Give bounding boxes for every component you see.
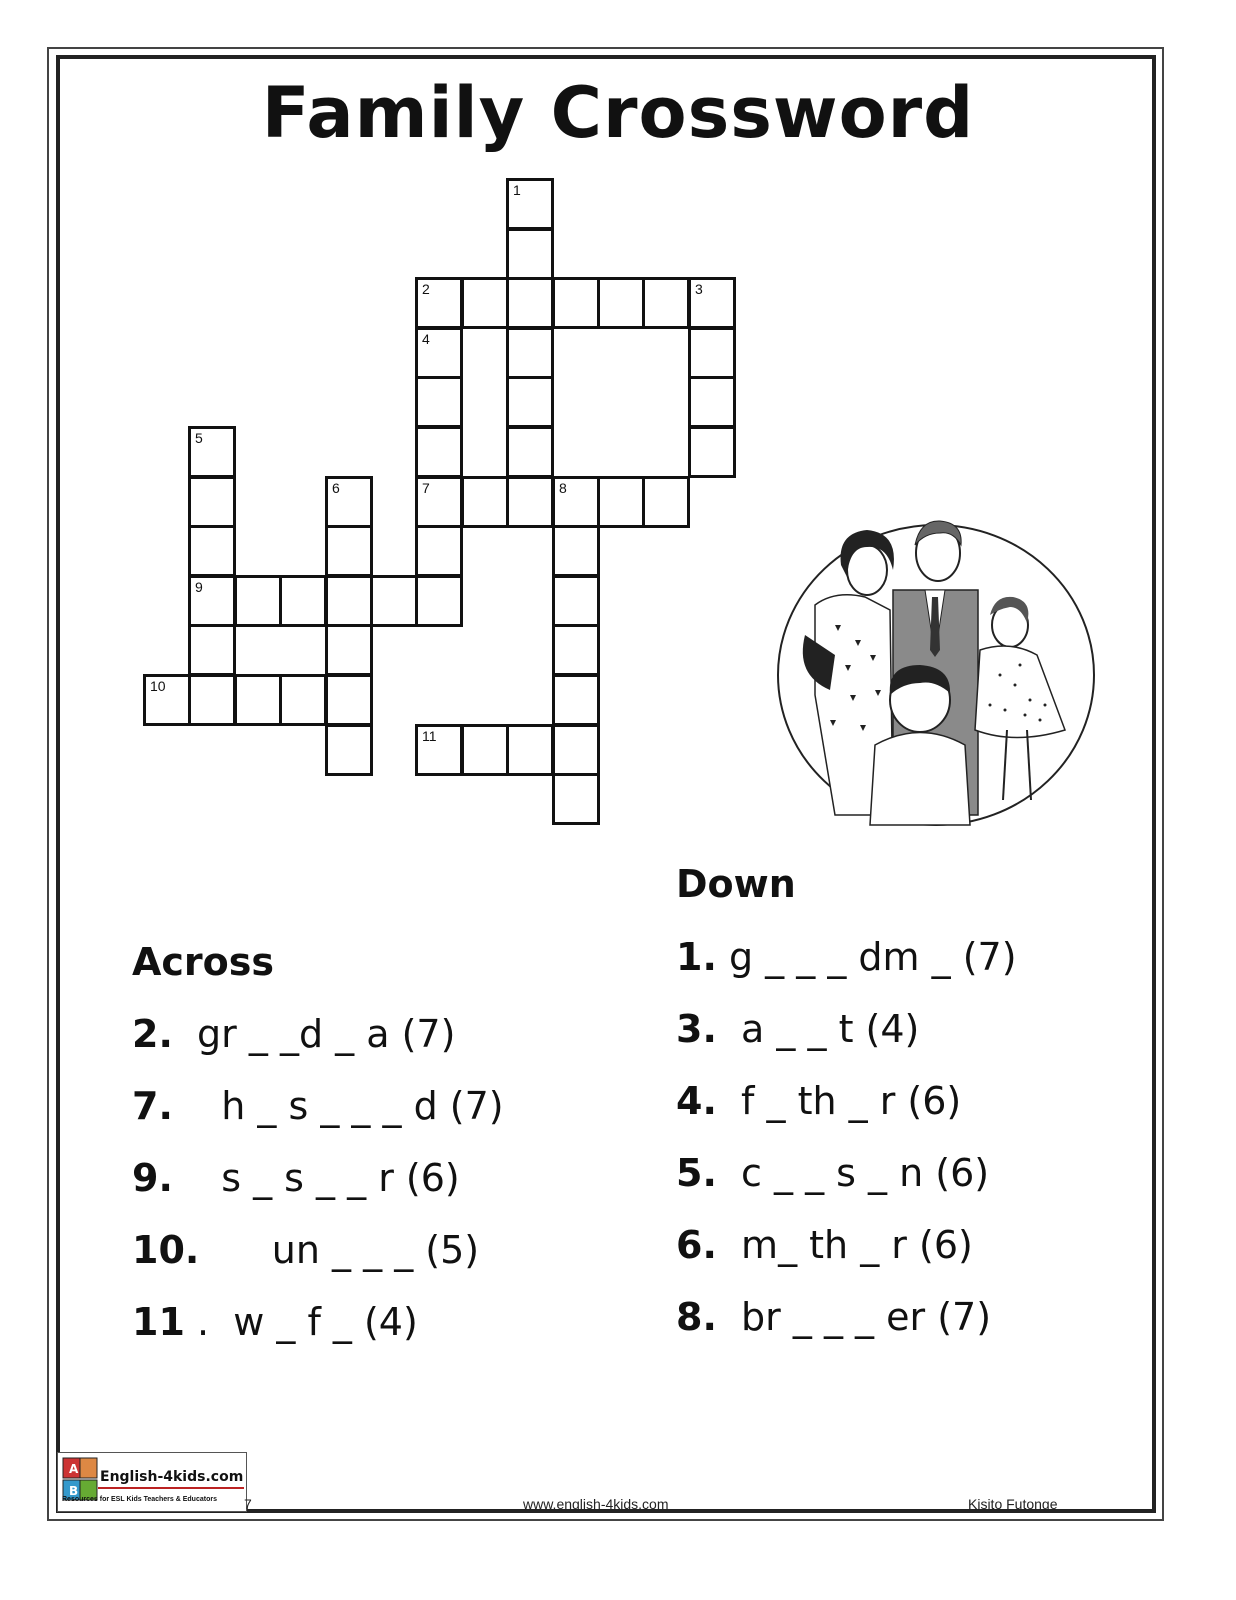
crossword-cell[interactable]	[642, 476, 690, 528]
crossword-cell[interactable]	[597, 476, 645, 528]
crossword-cell[interactable]	[415, 327, 463, 379]
footer-author: Kisito Futonge	[968, 1496, 1058, 1512]
across-clue	[132, 1084, 504, 1128]
crossword-cell[interactable]	[506, 327, 554, 379]
down-clue	[676, 1007, 919, 1051]
crossword-cell[interactable]	[188, 674, 236, 726]
clue-number: 2	[422, 281, 430, 297]
crossword-cell[interactable]	[688, 426, 736, 478]
english-4kids-logo	[57, 1452, 247, 1512]
across-clue-text: un _ _ _ (5)	[199, 1228, 480, 1272]
crossword-cell[interactable]	[688, 277, 736, 329]
footer-website: www.english-4kids.com	[523, 1496, 669, 1512]
crossword-cell[interactable]	[325, 476, 373, 528]
logo-letter-b: B	[69, 1484, 79, 1498]
down-heading: Down	[676, 862, 796, 906]
crossword-cell[interactable]	[415, 525, 463, 577]
crossword-cell[interactable]	[234, 575, 282, 627]
down-clue-text: br _ _ _ er (7)	[716, 1295, 992, 1339]
down-clue-text: c _ _ s _ n (6)	[716, 1151, 990, 1195]
crossword-cell[interactable]	[188, 575, 236, 627]
logo-brand: English-4kids.com	[100, 1469, 244, 1485]
crossword-cell[interactable]	[552, 575, 600, 627]
crossword-cell[interactable]	[461, 476, 509, 528]
crossword-cell[interactable]	[415, 376, 463, 428]
crossword-cell[interactable]	[188, 426, 236, 478]
down-clue	[676, 1223, 973, 1267]
crossword-cell[interactable]	[415, 575, 463, 627]
down-clue-text: g _ _ _ dm _ (7)	[716, 935, 1017, 979]
crossword-cell[interactable]	[552, 277, 600, 329]
clue-number: 4	[422, 331, 430, 347]
across-clue	[132, 1012, 455, 1056]
crossword-cell[interactable]	[506, 228, 554, 280]
clue-number: 7	[422, 480, 430, 496]
crossword-cell[interactable]	[506, 178, 554, 230]
clue-number: 8	[559, 480, 567, 496]
down-clue-text: m_ th _ r (6)	[716, 1223, 973, 1267]
down-clue-number: 1.	[676, 935, 717, 979]
across-clue-text: gr _ _d _ a (7)	[172, 1012, 456, 1056]
crossword-cell[interactable]	[188, 476, 236, 528]
down-clue-number: 4.	[676, 1079, 717, 1123]
across-clue-number: 11	[132, 1300, 185, 1344]
crossword-cell[interactable]	[506, 724, 554, 776]
down-clue	[676, 935, 1017, 979]
crossword-cell[interactable]	[415, 724, 463, 776]
clue-number: 11	[422, 728, 437, 744]
clue-number: 5	[195, 430, 203, 446]
crossword-cell[interactable]	[506, 426, 554, 478]
logo-divider	[98, 1487, 244, 1489]
crossword-cell[interactable]	[506, 376, 554, 428]
crossword-cell[interactable]	[461, 277, 509, 329]
crossword-cell[interactable]	[688, 376, 736, 428]
crossword-cell[interactable]	[279, 674, 327, 726]
down-clue-number: 5.	[676, 1151, 717, 1195]
footer-page-fragment: 7	[244, 1496, 252, 1512]
across-clue-number: 2.	[132, 1012, 173, 1056]
down-clue-text: a _ _ t (4)	[716, 1007, 920, 1051]
across-clue	[132, 1300, 418, 1344]
down-clue-number: 6.	[676, 1223, 717, 1267]
crossword-cell[interactable]	[325, 674, 373, 726]
clue-number: 1	[513, 182, 521, 198]
clue-number: 10	[150, 678, 166, 694]
logo-letter-a: A	[69, 1462, 79, 1476]
clue-number: 6	[332, 480, 340, 496]
crossword-cell[interactable]	[415, 277, 463, 329]
across-clue-text: s _ s _ _ r (6)	[172, 1156, 460, 1200]
across-clue-text: h _ s _ _ _ d (7)	[172, 1084, 504, 1128]
crossword-cell[interactable]	[506, 277, 554, 329]
family-illustration-icon	[775, 515, 1097, 837]
crossword-cell[interactable]	[552, 476, 600, 528]
crossword-cell[interactable]	[597, 277, 645, 329]
across-clue	[132, 1228, 479, 1272]
crossword-cell[interactable]	[552, 674, 600, 726]
clue-number: 9	[195, 579, 203, 595]
crossword-cell[interactable]	[461, 724, 509, 776]
crossword-cell[interactable]	[415, 426, 463, 478]
crossword-cell[interactable]	[325, 575, 373, 627]
down-clue	[676, 1079, 961, 1123]
crossword-cell[interactable]	[279, 575, 327, 627]
across-heading: Across	[132, 940, 275, 984]
across-clue-text: . w _ f _ (4)	[184, 1300, 418, 1344]
crossword-cell[interactable]	[552, 525, 600, 577]
down-clue-number: 8.	[676, 1295, 717, 1339]
crossword-cell[interactable]	[552, 773, 600, 825]
crossword-cell[interactable]	[506, 476, 554, 528]
crossword-cell[interactable]	[642, 277, 690, 329]
page-title: Family Crossword	[261, 72, 975, 154]
crossword-cell[interactable]	[552, 724, 600, 776]
down-clue-number: 3.	[676, 1007, 717, 1051]
crossword-cell[interactable]	[188, 624, 236, 676]
down-clue	[676, 1151, 989, 1195]
across-clue-number: 7.	[132, 1084, 173, 1128]
crossword-cell[interactable]	[325, 525, 373, 577]
crossword-cell[interactable]	[415, 476, 463, 528]
down-clue-text: f _ th _ r (6)	[716, 1079, 962, 1123]
crossword-cell[interactable]	[688, 327, 736, 379]
crossword-cell[interactable]	[325, 724, 373, 776]
crossword-cell[interactable]	[370, 575, 418, 627]
across-clue-number: 10.	[132, 1228, 200, 1272]
crossword-cell[interactable]	[188, 525, 236, 577]
clue-number: 3	[695, 281, 703, 297]
crossword-cell[interactable]	[234, 674, 282, 726]
across-clue	[132, 1156, 460, 1200]
logo-tagline: Resources for ESL Kids Teachers & Educators	[62, 1496, 217, 1503]
down-clue	[676, 1295, 991, 1339]
crossword-cell[interactable]	[325, 624, 373, 676]
crossword-cell[interactable]	[143, 674, 191, 726]
across-clue-number: 9.	[132, 1156, 173, 1200]
crossword-cell[interactable]	[552, 624, 600, 676]
